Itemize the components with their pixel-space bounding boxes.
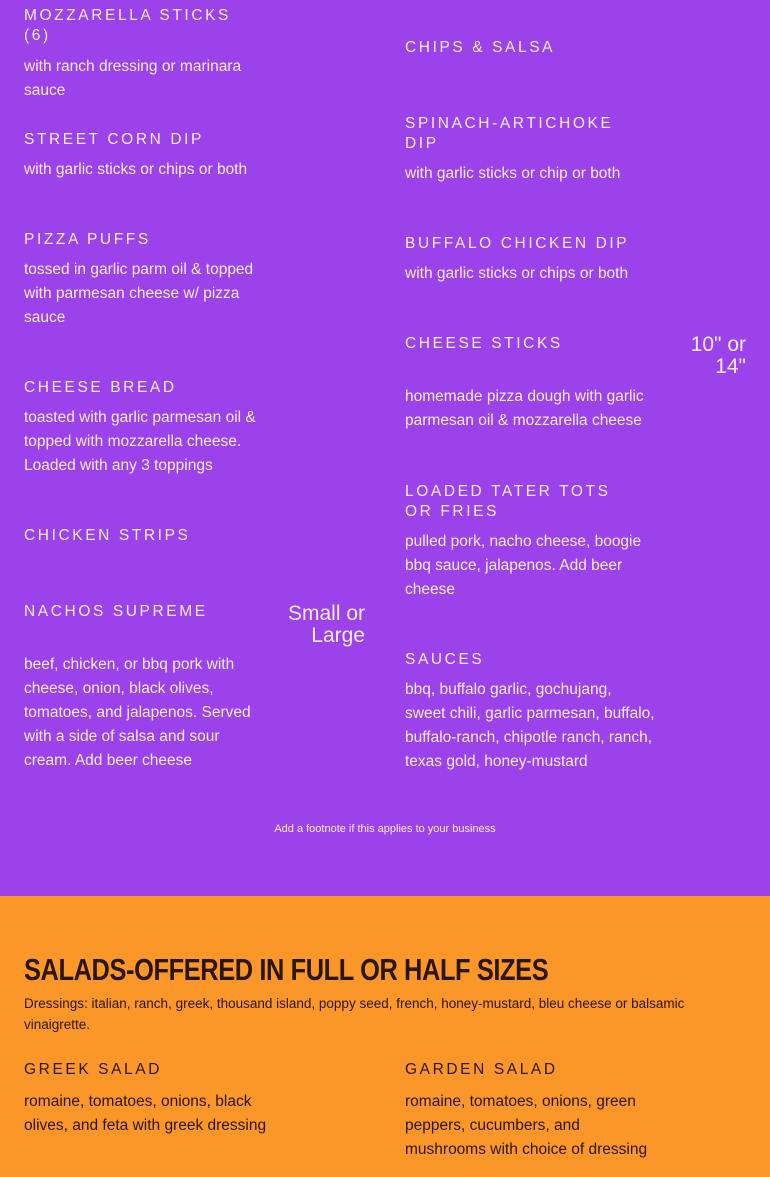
- dressings-text: Dressings: italian, ranch, greek, thousand island, poppy seed, french, honey-mustard, bleu cheese or balsamic vinaigrette.: [24, 996, 685, 1032]
- footnote: Add a footnote if this applies to your business: [274, 823, 496, 835]
- menu-item-mozzarella-sticks: [24, 6, 264, 103]
- item-description: bbq, buffalo garlic, gochujang, sweet chili, garlic parmesan, buffalo, buffalo-ranch, chipotle ranch, ranch, texas gold, honey-mustard: [405, 681, 655, 770]
- item-price-cheese-sticks: 10" or 14": [690, 333, 746, 378]
- menu-item-sauces: [405, 650, 655, 774]
- item-price-nachos: Small or Large: [287, 602, 365, 647]
- section-title: SALADS-OFFERED IN FULL OR HALF SIZES: [24, 952, 549, 987]
- item-name: CHIPS & SALSA: [405, 39, 556, 56]
- item-name: CHEESE BREAD: [24, 379, 177, 396]
- item-description: romaine, tomatoes, onions, green peppers, cucumbers, and mushrooms with choice of dressing: [405, 1093, 648, 1158]
- item-description: romaine, tomatoes, onions, black olives, and feta with greek dressing: [24, 1093, 267, 1134]
- menu-item-chicken-strips: [24, 526, 269, 546]
- item-description: tossed in garlic parm oil & topped with parmesan cheese w/ pizza sauce: [24, 261, 254, 326]
- item-description: pulled pork, nacho cheese, boogie bbq sauce, jalapenos. Add beer cheese: [405, 533, 642, 598]
- item-name: LOADED TATER TOTS OR FRIES: [405, 483, 611, 520]
- item-description: toasted with garlic parmesan oil & topped with mozzarella cheese. Loaded with any 3 toppings: [24, 409, 256, 474]
- menu-item-nachos-supreme: [24, 602, 269, 773]
- menu-item-buffalo-chicken-dip: [405, 234, 650, 286]
- item-description: homemade pizza dough with garlic parmesan oil & mozzarella cheese: [405, 388, 644, 429]
- item-name: MOZZARELLA STICKS (6): [24, 7, 231, 44]
- menu-item-street-corn-dip: [24, 130, 264, 182]
- item-name: GREEK SALAD: [24, 1061, 163, 1078]
- menu-item-chips-salsa: [405, 38, 650, 58]
- item-description: with garlic sticks or chip or both: [405, 165, 621, 182]
- item-name: GARDEN SALAD: [405, 1061, 558, 1078]
- item-description: with garlic sticks or chips or both: [24, 161, 248, 178]
- menu-item-garden-salad: [405, 1060, 655, 1162]
- menu-item-cheese-bread: [24, 378, 269, 478]
- item-description: beef, chicken, or bbq pork with cheese, onion, black olives, tomatoes, and jalapenos. Served with a side of salsa and sour cream. Add beer cheese: [24, 656, 251, 769]
- item-name: STREET CORN DIP: [24, 131, 204, 148]
- item-description: with garlic sticks or chips or both: [405, 265, 629, 282]
- item-name: SPINACH-ARTICHOKE DIP: [405, 115, 614, 152]
- item-name: PIZZA PUFFS: [24, 231, 151, 248]
- menu-item-cheese-sticks: [405, 334, 655, 433]
- menu-item-spinach-artichoke-dip: [405, 114, 625, 186]
- menu-item-greek-salad: [24, 1060, 274, 1138]
- menu-item-pizza-puffs: [24, 230, 269, 330]
- item-name: BUFFALO CHICKEN DIP: [405, 235, 630, 252]
- item-description: with ranch dressing or marinara sauce: [24, 58, 242, 99]
- item-name: NACHOS SUPREME: [24, 603, 208, 620]
- item-name: CHICKEN STRIPS: [24, 527, 191, 544]
- menu-item-loaded-tater-tots: [405, 482, 645, 602]
- item-name: CHEESE STICKS: [405, 335, 563, 352]
- item-name: SAUCES: [405, 651, 485, 668]
